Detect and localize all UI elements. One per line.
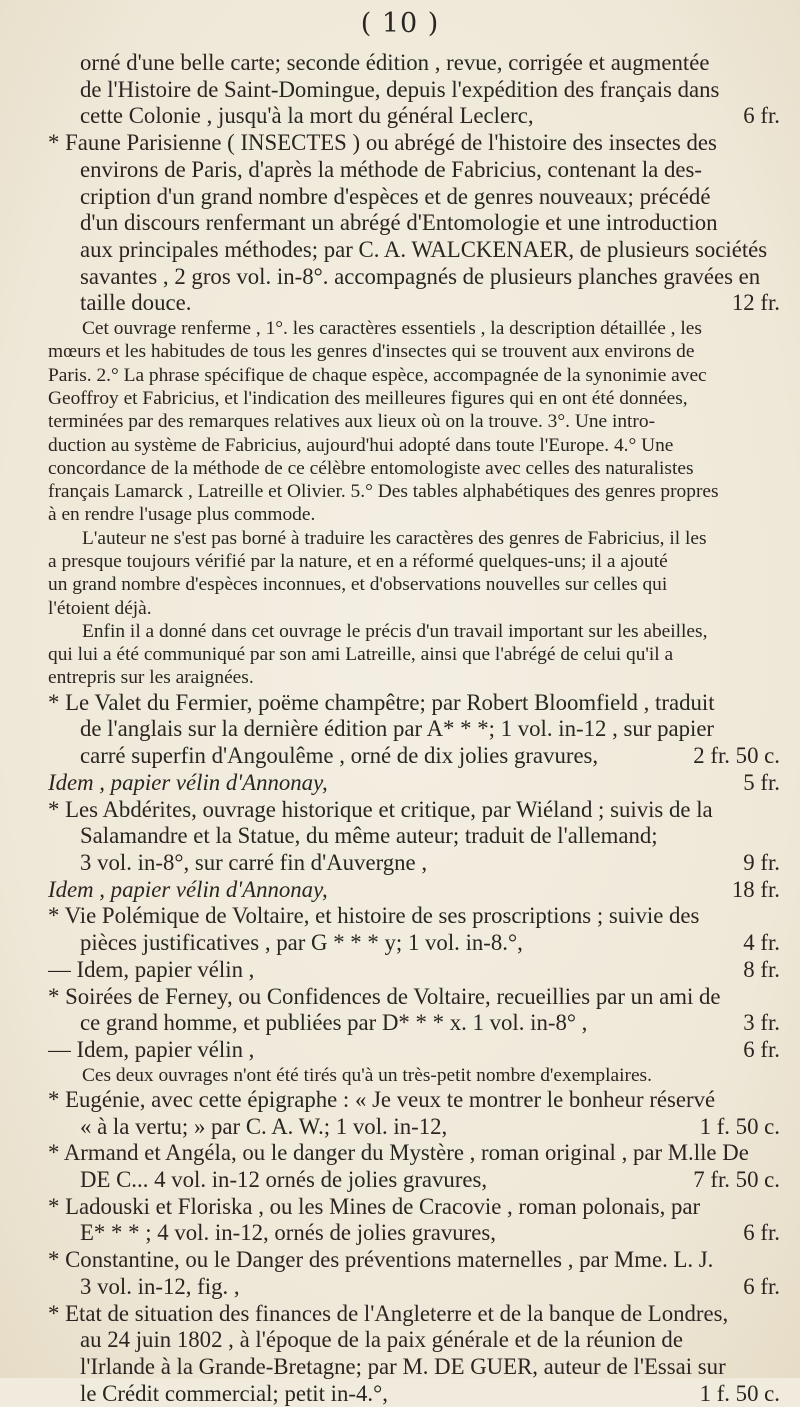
line-text: * Vie Polémique de Voltaire, et histoire de ses proscriptions ; suivie des xyxy=(48,903,700,929)
line-text: d'un discours renfermant un abrégé d'Entomologie et une introduction xyxy=(80,210,718,236)
text-line xyxy=(48,643,780,666)
price: 6 fr. xyxy=(743,1220,780,1246)
line-text: * Les Abdérites, ouvrage historique et critique, par Wiéland ; suivis de la xyxy=(48,796,713,822)
line-text: l'Irlande à la Grande-Bretagne; par M. DE GUER, auteur de l'Essai sur xyxy=(80,1353,726,1379)
text-line xyxy=(48,387,780,410)
text-line xyxy=(48,620,780,643)
line-text: le Crédit commercial; petit in-4.°, xyxy=(80,1380,388,1406)
line-text: a presque toujours vérifié par la nature, et en a réformé quelques-uns; il a ajouté xyxy=(48,551,668,572)
text-line xyxy=(48,210,780,237)
entry-note xyxy=(48,620,780,690)
text-line xyxy=(48,1140,780,1167)
catalogue-entry xyxy=(48,50,780,130)
text-line xyxy=(48,597,780,620)
line-text: * Le Valet du Fermier, poëme champêtre; par Robert Bloomfield , traduit xyxy=(48,689,715,715)
entry-note xyxy=(48,317,780,527)
text-line xyxy=(48,1114,780,1141)
text-line xyxy=(48,957,780,984)
line-text: 3 vol. in-8°, sur carré fin d'Auvergne , xyxy=(80,850,428,875)
line-text: * Soirées de Ferney, ou Confidences de Voltaire, recueillies par un ami de xyxy=(48,983,721,1009)
line-text: Enfin il a donné dans cet ouvrage le précis d'un travail important sur les abeilles, xyxy=(82,620,708,642)
text-line xyxy=(48,1087,780,1114)
text-line xyxy=(48,1381,780,1407)
line-text: cription d'un grand nombre d'espèces et de genres nouveaux; précédé xyxy=(80,183,711,209)
text-line xyxy=(48,823,780,850)
catalogue-entry xyxy=(48,797,780,904)
line-text: taille douce. xyxy=(80,290,192,316)
text-line xyxy=(48,457,780,480)
line-text: cette Colonie , jusqu'à la mort du général Leclerc, xyxy=(80,103,534,129)
line-text: de l'anglais sur la dernière édition par A* * *; 1 vol. in-12 , sur papier xyxy=(80,716,715,742)
text-line xyxy=(48,1274,780,1301)
text-line xyxy=(48,317,780,340)
line-text: terminées par des remarques relatives aux lieux où on la trouve. 3°. Une intro- xyxy=(48,411,656,433)
line-text: * Constantine, ou le Danger des préventions maternelles , par Mme. L. J. xyxy=(48,1247,714,1273)
text-line xyxy=(48,1247,780,1274)
line-text: — Idem, papier vélin , xyxy=(48,956,255,982)
catalogue-entry xyxy=(48,1301,780,1407)
text-line xyxy=(48,184,780,211)
text-line xyxy=(48,340,780,363)
line-text: aux principales méthodes; par C. A. WALCKENAER, de plusieurs sociétés xyxy=(80,236,768,262)
line-text: orné d'une belle carte; seconde édition , revue, corrigée et augmentée xyxy=(80,50,710,75)
line-text: qui lui a été communiqué par son ami Latreille, ainsi que l'abrégé de celui qu'il a xyxy=(48,644,674,666)
text-line xyxy=(48,103,780,130)
price: 7 fr. 50 c. xyxy=(693,1167,780,1193)
line-text: L'auteur ne s'est pas borné à traduire les caractères des genres de Fabricius, il les xyxy=(82,527,707,549)
line-text: français Lamarck , Latreille et Olivier. 5.° Des tables alphabétiques des genres propres xyxy=(48,481,719,503)
catalogue-entry xyxy=(48,903,780,983)
price: 6 fr. xyxy=(743,1273,780,1299)
text-line xyxy=(48,903,780,930)
line-text: ce grand homme, et publiées par D* * * x. 1 vol. in-8° , xyxy=(80,1010,588,1036)
line-text: Idem , papier vélin d'Annonay, xyxy=(48,769,328,795)
entry-note xyxy=(48,527,780,620)
text-line xyxy=(48,666,780,689)
line-text: l'étoient déjà. xyxy=(48,597,152,619)
line-text: * Eugénie, avec cette épigraphe : « Je veux te montrer le bonheur réservé xyxy=(48,1086,716,1112)
text-line xyxy=(48,1194,780,1221)
text-line xyxy=(48,480,780,503)
text-line xyxy=(48,237,780,264)
line-text: Geoffroy et Fabricius, et l'indication des meilleures figures qui en ont été données, xyxy=(48,387,688,409)
price: 1 f. 50 c. xyxy=(699,1380,780,1406)
text-line xyxy=(48,77,780,104)
catalogue-entry xyxy=(48,1194,780,1247)
price: 5 fr. xyxy=(743,769,780,795)
text-line xyxy=(48,410,780,433)
text-line xyxy=(48,1167,780,1194)
line-text: * Armand et Angéla, ou le danger du Mystère , roman original , par M.lle De xyxy=(48,1140,749,1166)
price: 12 fr. xyxy=(731,290,780,316)
price: 9 fr. xyxy=(743,850,780,875)
line-text: DE C... 4 vol. in-12 ornés de jolies gravures, xyxy=(80,1167,488,1193)
line-text: pièces justificatives , par G * * * y; 1 vol. in-8.°, xyxy=(80,930,523,956)
text-line xyxy=(48,1327,780,1354)
line-text: savantes , 2 gros vol. in-8°. accompagnés de plusieurs planches gravées en xyxy=(80,263,761,289)
page-number: ( 10 ) xyxy=(360,8,440,39)
text-line xyxy=(48,573,780,596)
text-line xyxy=(48,264,780,291)
price: 18 fr. xyxy=(731,876,780,902)
line-text: Salamandre et la Statue, du même auteur; traduit de l'allemand; xyxy=(80,823,658,849)
line-text: E* * * ; 4 vol. in-12, ornés de jolies gravures, xyxy=(80,1220,496,1246)
catalogue-entry xyxy=(48,1247,780,1300)
price: 6 fr. xyxy=(743,103,780,129)
catalogue-text xyxy=(48,50,780,1407)
catalogue-entry xyxy=(48,1087,780,1140)
text-line xyxy=(48,690,780,717)
text-line xyxy=(48,434,780,457)
line-text: entrepris sur les araignées. xyxy=(48,667,254,689)
catalogue-entry xyxy=(48,984,780,1064)
price: 3 fr. xyxy=(743,1010,780,1036)
text-line xyxy=(48,743,780,770)
line-text: mœurs et les habitudes de tous les genres d'insectes qui se trouvent aux environs de xyxy=(48,341,695,363)
text-line xyxy=(48,716,780,743)
line-text: concordance de la méthode de ce célèbre entomologiste avec celles des naturalistes xyxy=(48,457,694,479)
line-text: Cet ouvrage renferme , 1°. les caractères essentiels , la description détaillée , les xyxy=(82,318,702,340)
line-text: « à la vertu; » par C. A. W.; 1 vol. in-12, xyxy=(80,1113,448,1139)
price: 8 fr. xyxy=(743,956,780,982)
text-line xyxy=(48,1220,780,1247)
text-line xyxy=(48,877,780,904)
text-line xyxy=(48,157,780,184)
line-text: au 24 juin 1802 , à l'époque de la paix générale et de la réunion de xyxy=(80,1327,683,1353)
text-line xyxy=(48,930,780,957)
line-text: * Etat de situation des finances de l'Angleterre et de la banque de Londres, xyxy=(48,1300,729,1326)
line-text: de l'Histoire de Saint-Domingue, depuis l'expédition des français dans xyxy=(80,76,720,102)
catalogue-entry xyxy=(48,1140,780,1193)
price: 6 fr. xyxy=(743,1036,780,1062)
text-line xyxy=(48,984,780,1011)
text-line xyxy=(48,50,780,77)
text-line xyxy=(48,1064,780,1087)
line-text: 3 vol. in-12, fig. , xyxy=(80,1273,240,1299)
text-line xyxy=(48,1037,780,1064)
text-line xyxy=(48,1010,780,1037)
text-line xyxy=(48,550,780,573)
text-line xyxy=(48,770,780,797)
price: 1 f. 50 c. xyxy=(699,1113,780,1139)
text-line xyxy=(48,503,780,526)
line-text: à en rendre l'usage plus commode. xyxy=(48,504,316,526)
text-line xyxy=(48,1354,780,1381)
catalogue-entry xyxy=(48,690,780,797)
line-text: * Ladouski et Floriska , ou les Mines de Cracovie , roman polonais, par xyxy=(48,1193,701,1219)
text-line xyxy=(48,527,780,550)
line-text: environs de Paris, d'après la méthode de Fabricius, contenant la des- xyxy=(80,156,702,182)
line-text: Paris. 2.° La phrase spécifique de chaque espèce, accompagnée de la synonimie avec xyxy=(48,364,707,386)
text-line xyxy=(48,290,780,317)
catalogue-entry xyxy=(48,130,780,317)
line-text: Idem , papier vélin d'Annonay, xyxy=(48,876,328,902)
line-text: un grand nombre d'espèces inconnues, et d'observations nouvelles sur celles qui xyxy=(48,574,668,596)
text-line xyxy=(48,130,780,157)
text-line xyxy=(48,1301,780,1328)
line-text: — Idem, papier vélin , xyxy=(48,1036,255,1062)
text-line xyxy=(48,364,780,387)
line-text: duction au système de Fabricius, aujourd'hui adopté dans toute l'Europe. 4.° Une xyxy=(48,434,674,456)
price: 4 fr. xyxy=(743,930,780,956)
text-line xyxy=(48,850,780,877)
line-text: Ces deux ouvrages n'ont été tirés qu'à un très-petit nombre d'exemplaires. xyxy=(82,1064,652,1086)
text-line xyxy=(48,797,780,824)
line-text: carré superfin d'Angoulême , orné de dix jolies gravures, xyxy=(80,743,599,769)
price: 2 fr. 50 c. xyxy=(693,743,780,769)
line-text: * Faune Parisienne ( INSECTES ) ou abrégé de l'histoire des insectes des xyxy=(48,130,717,156)
entry-note xyxy=(48,1064,780,1087)
